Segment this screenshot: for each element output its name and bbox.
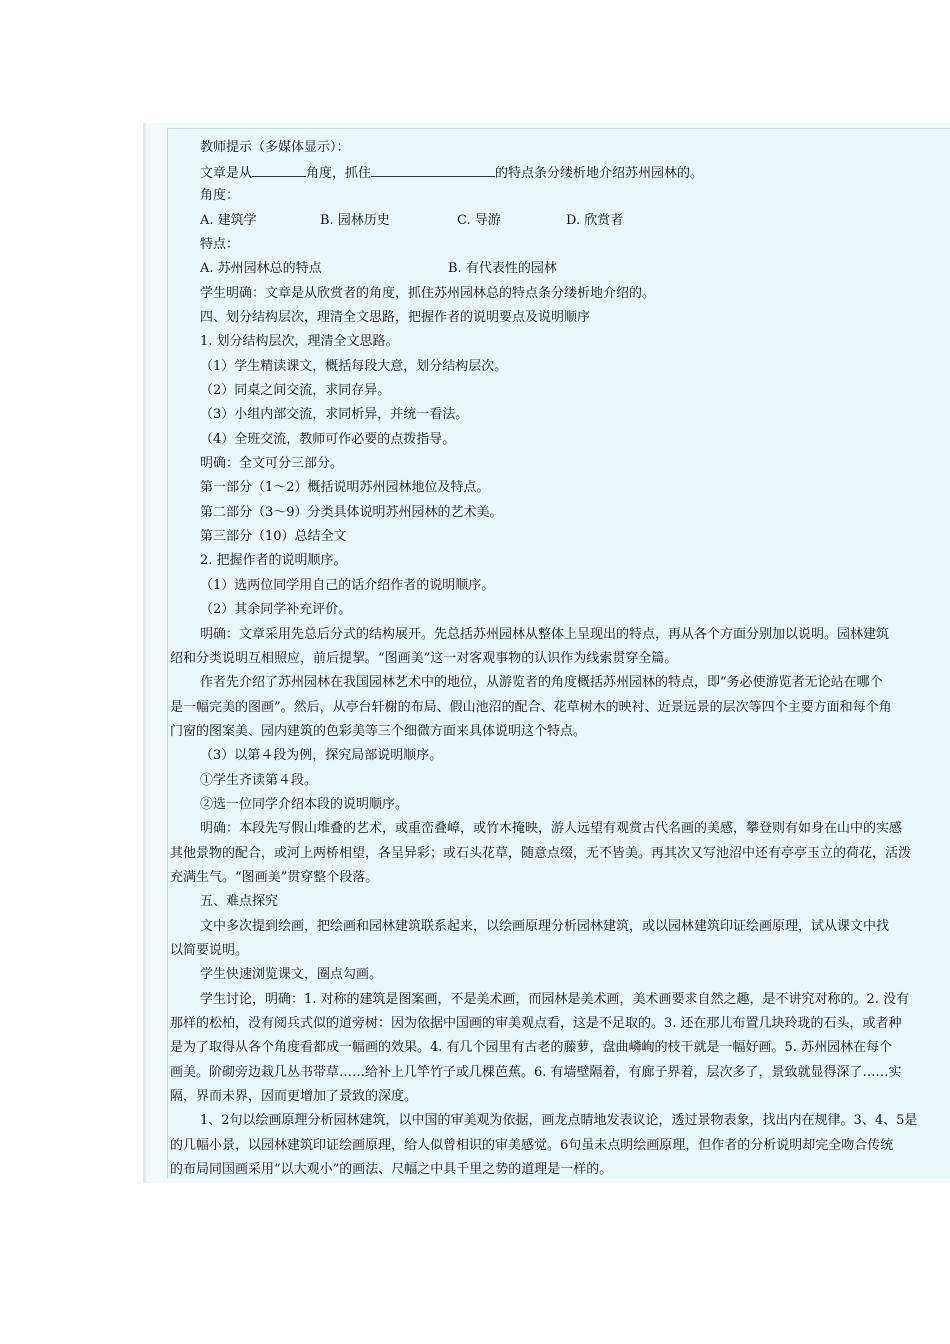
text-line: （1）学生精读课文，概括每段大意，划分结构层次。 [200,359,508,374]
text-line: ①学生齐读第４段。 [200,773,318,788]
text-line: 第二部分（3～9）分类具体说明苏州园林的艺术美。 [200,505,503,520]
text-line: 学生讨论，明确：1. 对称的建筑是图案画，不是美术画，而园林是美术画，美术画要求自然之趣，是不讲究对称的。2. 没有 [200,992,910,1007]
text-line: 第一部分（1～2）概括说明苏州园林地位及特点。 [200,480,490,495]
text-segment: 的特点条分缕析地介绍苏州园林的。 [495,166,704,181]
text-line: 是为了取得从各个角度看都成一幅画的效果。4. 有几个园里有古老的藤萝，盘曲嶙峋的枝干就是一幅好画。5. 苏州园林在每个 [170,1040,893,1055]
text-line: 隔，界而未界，因而更增加了景致的深度。 [170,1089,418,1104]
text-line: 的几幅小景，以园林建筑印证绘画原理，给人似曾相识的审美感觉。6句虽未点明绘画原理，但作者的分析说明却完全吻合传统 [170,1138,894,1153]
text-line: 的布局同国画采用“以大观小”的画法、尺幅之中具千里之势的道理是一样的。 [170,1162,613,1177]
lesson-text-block [170,128,950,1178]
text-line: ②选一位同学介绍本段的说明顺序。 [200,797,409,812]
text-line: 明确：全文可分三部分。 [200,456,344,471]
section-heading: 五、难点探究 [200,894,279,909]
text-line: 1. 划分结构层次，理清全文思路。 [200,334,399,349]
text-line: 画美。阶砌旁边栽几丛书带草……给补上几竿竹子或几棵芭蕉。6. 有墙壁隔着，有廊子界着，层次多了，景致就显得深了……实 [170,1065,902,1080]
section-heading: 四、划分结构层次，理清全文思路，把握作者的说明要点及说明顺序 [200,310,591,325]
option-a: A. 苏州园林总的特点 [200,261,322,276]
text-line: 特点： [200,237,240,252]
text-line: 以简要说明。 [170,943,249,958]
fill-blank-line [200,164,703,182]
text-line: 作者先介绍了苏州园林在我国园林艺术中的地位，从游览者的角度概括苏州园林的特点，即“务必使游览者无论站在哪个 [200,675,883,690]
text-line: 那样的松柏，没有阅兵式似的道旁树：因为依据中国画的审美观点看，这是不足取的。3. 还在那儿布置几块玲珑的石头，或者种 [170,1016,902,1031]
text-segment: 角度，抓住 [306,166,372,181]
text-line: 明确：本段先写假山堆叠的艺术，或重峦叠嶂，或竹木掩映，游人远望有观赏古代名画的美感，攀登则有如身在山中的实感 [200,821,903,836]
text-line: 2. 把握作者的说明顺序。 [200,553,347,568]
text-line: 教师提示（多媒体显示）： [200,140,350,155]
text-line: 门窗的图案美、园内建筑的色彩美等三个细微方面来具体说明这个特点。 [170,724,587,739]
option-a: A. 建筑学 [200,213,257,228]
text-line: （1）选两位同学用自己的话介绍作者的说明顺序。 [200,578,495,593]
option-b: B. 有代表性的园林 [448,261,557,276]
blank-underline [371,164,495,177]
text-line: 其他景物的配合，或河上两桥相望，各呈异彩；或石头花草，随意点缀，无不皆美。再其次又写池沼中还有亭亭玉立的荷花，活泼 [170,846,912,861]
option-d: D. 欣赏者 [566,213,624,228]
text-line: （2）其余同学补充评价。 [200,602,352,617]
text-line: 学生快速浏览课文，圈点勾画。 [200,967,383,982]
text-line: 明确：文章采用先总后分式的结构展开。先总括苏州园林从整体上呈现出的特点，再从各个方面分别加以说明。园林建筑 [200,627,890,642]
text-line: 1、2句以绘画原理分析园林建筑，以中国的审美观为依据，画龙点睛地发表议论，透过景物表象，找出内在规律。3、4、5是 [200,1113,918,1128]
text-line: 充满生气。“图画美”贯穿整个段落。 [170,870,379,885]
text-line: 角度： [200,188,240,203]
option-c: C. 导游 [457,213,501,228]
text-line: 是一幅完美的图画”。然后，从亭台轩榭的布局、假山池沼的配合、花草树木的映衬、近景远景的层次等四个主要方面和每个角 [170,700,892,715]
text-line: （4）全班交流，教师可作必要的点拨指导。 [200,432,456,447]
text-line: （3）以第４段为例，探究局部说明顺序。 [200,748,443,763]
text-line: （2）同桌之间交流，求同存异。 [200,383,391,398]
text-line: 学生明确：文章是从欣赏者的角度，抓住苏州园林总的特点条分缕析地介绍的。 [200,286,656,301]
text-line: 文中多次提到绘画，把绘画和园林建筑联系起来，以绘画原理分析园林建筑，或以园林建筑印证绘画原理，试从课文中找 [200,919,890,934]
text-line: 第三部分（10）总结全文 [200,529,347,544]
text-line: 绍和分类说明互相照应，前后提挈。“图画美”这一对客观事物的认识作为线索贯穿全篇。 [170,651,678,666]
text-segment: 文章是从 [200,166,253,181]
text-line: （3）小组内部交流，求同析异，并统一看法。 [200,407,469,422]
blank-underline [252,164,306,177]
option-b: B. 园林历史 [320,213,390,228]
